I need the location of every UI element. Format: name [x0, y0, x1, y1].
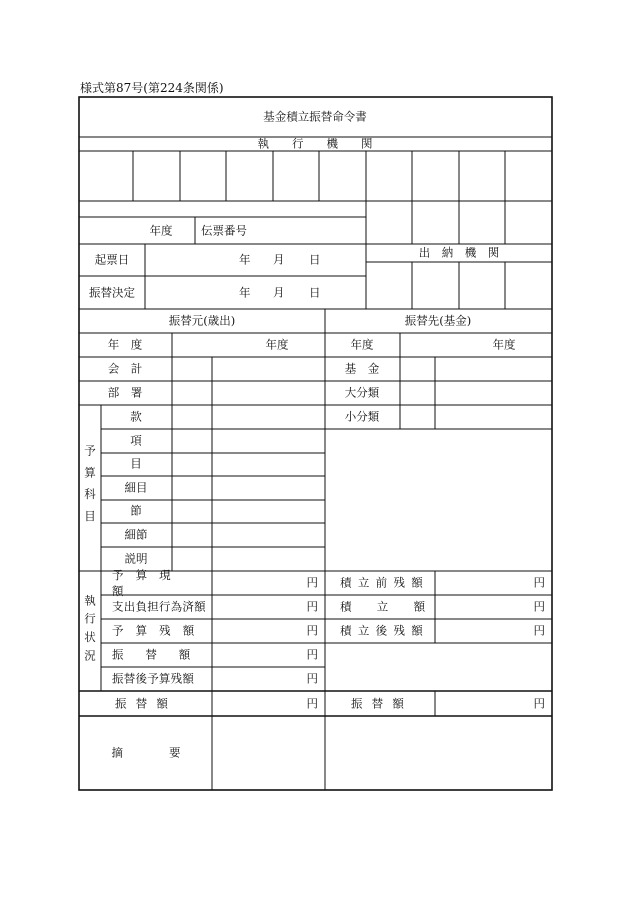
exec-row-after-transfer: 振替後予算残額 [112, 671, 195, 686]
source-transfer-yen: 円 [306, 696, 318, 711]
exec-row-budget-remaining: 予算残額 [112, 623, 207, 638]
issue-date-day: 日 [309, 252, 321, 267]
dest-transfer-yen: 円 [533, 696, 545, 711]
source-transfer-amount-label: 振替額 [114, 696, 178, 711]
slip-number-label: 伝票番号 [201, 223, 247, 238]
fund-row-before: 積立前残額 [340, 575, 430, 590]
decision-date-year: 年 [239, 285, 251, 300]
budget-item-setsumei: 説明 [124, 551, 148, 566]
treasury-org-header: 出 納 機 関 [418, 245, 500, 260]
fiscal-year-label: 年度 [149, 223, 173, 238]
source-year-value: 年度 [265, 337, 289, 352]
minor-class-label: 小分類 [344, 409, 380, 424]
major-class-label: 大分類 [344, 385, 380, 400]
decision-date-day: 日 [309, 285, 321, 300]
exec-yen-2: 円 [306, 599, 318, 614]
exec-row-label: 予算現額 [112, 568, 183, 598]
fund-yen-2: 円 [533, 599, 545, 614]
source-year-label: 年 度 [107, 337, 143, 352]
form-caption: 様式第87号(第224条関係) [80, 81, 224, 95]
budget-item-kan: 款 [130, 409, 142, 424]
execution-org-header: 執 行 機 関 [257, 136, 373, 151]
budget-group-label: 予算科目 [83, 444, 97, 532]
exec-yen-1: 円 [306, 575, 318, 590]
budget-item-setsu: 節 [130, 503, 142, 518]
dest-header: 振替先(基金) [404, 313, 472, 328]
fund-row-after: 積立後残額 [340, 623, 430, 638]
fund-label: 基 金 [344, 361, 380, 376]
exec-row-committed: 支出負担行為済額 [112, 599, 206, 614]
budget-item-moku: 目 [130, 456, 142, 471]
source-header: 振替元(歳出) [168, 313, 236, 328]
budget-item-kou: 項 [130, 433, 142, 448]
issue-date-label: 起票日 [94, 252, 130, 267]
fund-row-amount: 積立額 [340, 599, 451, 614]
form-title: 基金積立振替命令書 [263, 109, 367, 124]
fund-yen-1: 円 [533, 575, 545, 590]
decision-date-month: 月 [273, 285, 285, 300]
exec-row-transfer: 振替額 [112, 647, 213, 662]
department-label: 部 署 [107, 385, 143, 400]
fund-yen-3: 円 [533, 623, 545, 638]
issue-date-month: 月 [273, 252, 285, 267]
dest-year-value: 年度 [492, 337, 516, 352]
budget-item-saisetsu: 細節 [124, 527, 148, 542]
summary-label: 摘 要 [111, 745, 181, 760]
budget-item-saimoku: 細目 [124, 480, 148, 495]
issue-date-year: 年 [239, 252, 251, 267]
exec-group-label: 執行状況 [83, 594, 97, 668]
exec-yen-3: 円 [306, 623, 318, 638]
transfer-decision-label: 振替決定 [89, 285, 135, 300]
exec-row-budget-current [112, 567, 204, 599]
exec-yen-4: 円 [306, 647, 318, 662]
exec-yen-5: 円 [306, 671, 318, 686]
dest-year-label: 年度 [350, 337, 374, 352]
dest-transfer-amount-label: 振替額 [350, 696, 414, 711]
account-label: 会 計 [107, 361, 143, 376]
